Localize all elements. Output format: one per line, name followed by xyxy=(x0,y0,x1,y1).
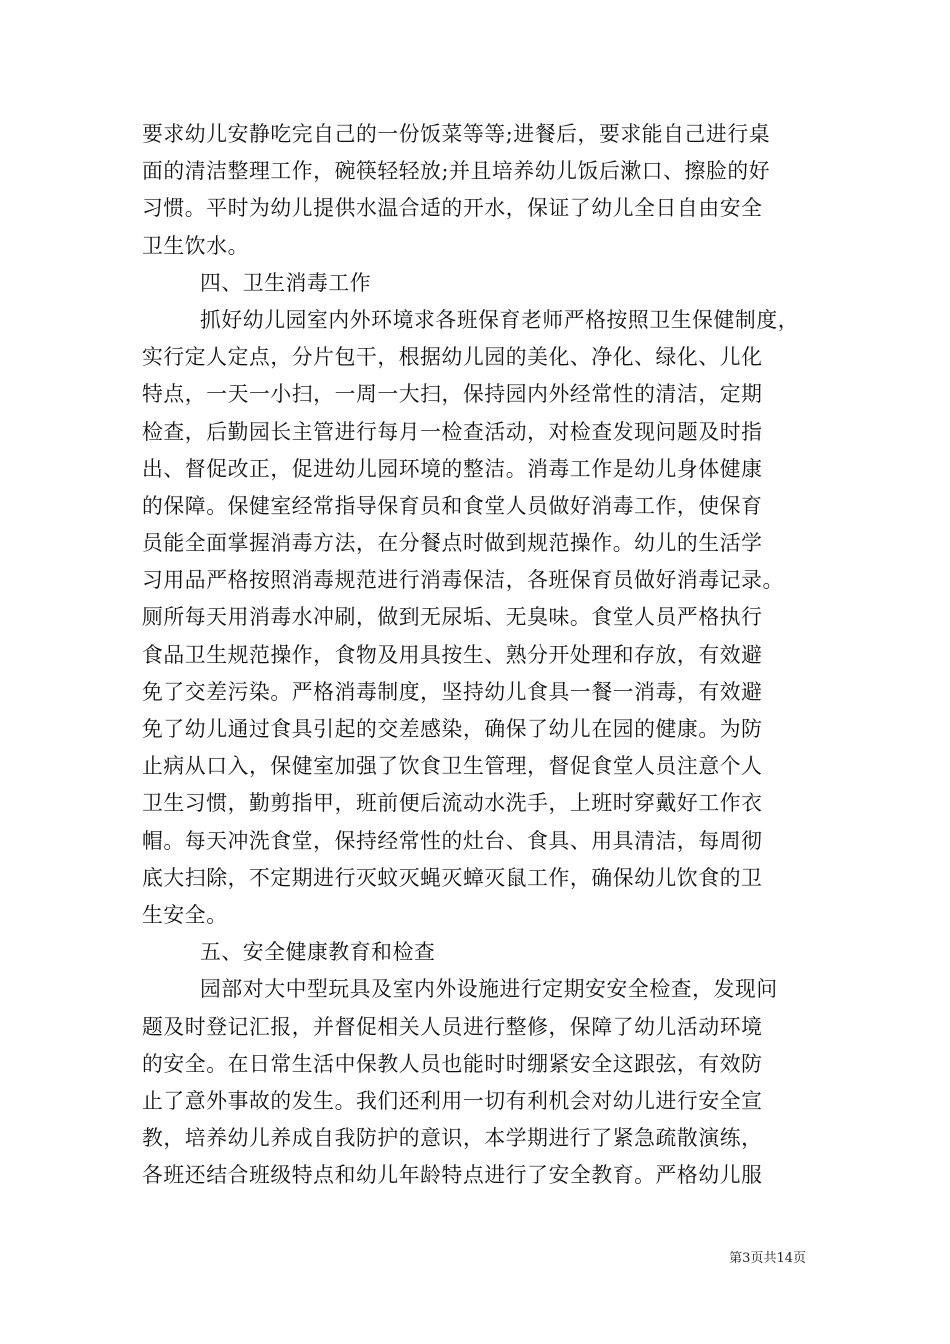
text-line: 的安全。在日常生活中保教人员也能时时绷紧安全这跟弦，有效防 xyxy=(142,1051,763,1076)
text-line: 卫生习惯，勤剪指甲，班前便后流动水洗手，上班时穿戴好工作衣 xyxy=(142,791,763,816)
text-line: 生安全。 xyxy=(142,902,228,927)
text-line: 题及时登记汇报，并督促相关人员进行整修，保障了幼儿活动环境 xyxy=(142,1014,763,1039)
text-line: 底大扫除，不定期进行灭蚊灭蝇灭蟑灭鼠工作，确保幼儿饮食的卫 xyxy=(142,865,763,890)
text-line: 免了幼儿通过食具引起的交差感染，确保了幼儿在园的健康。为防 xyxy=(142,717,763,741)
text-line: 免了交差污染。严格消毒制度，坚持幼儿食具一餐一消毒，有效避 xyxy=(142,679,763,704)
text-line: 出、督促改正，促进幼儿园环境的整洁。消毒工作是幼儿身体健康 xyxy=(142,456,763,481)
text-line: 止病从口入，保健室加强了饮食卫生管理，督促食堂人员注意个人 xyxy=(142,754,763,779)
text-line: 帽。每天冲洗食堂，保持经常性的灶台、食具、用具清洁，每周彻 xyxy=(142,828,763,853)
text-line: 止了意外事故的发生。我们还利用一切有利机会对幼儿进行安全宣 xyxy=(142,1088,763,1113)
body-text xyxy=(142,116,814,1194)
paragraph-first-line: 园部对大中型玩具及室内外设施进行定期安安全检查，发现问 xyxy=(200,977,778,1002)
paragraph-first-line: 五、安全健康教育和检查 xyxy=(200,940,436,965)
text-line: 员能全面掌握消毒方法，在分餐点时做到规范操作。幼儿的生活学 xyxy=(142,531,763,556)
text-line: 厕所每天用消毒水冲刷，做到无尿垢、无臭味。食堂人员严格执行 xyxy=(142,605,763,630)
text-line: 卫生饮水。 xyxy=(142,233,249,258)
text-line: 要求幼儿安静吃完自己的一份饭菜等等;进餐后，要求能自己进行桌 xyxy=(142,122,771,146)
text-line: 检查，后勤园长主管进行每月一检查活动，对检查发现问题及时指 xyxy=(142,419,763,444)
text-line: 习用品严格按照消毒规范进行消毒保洁，各班保育员做好消毒记录。 xyxy=(142,568,784,593)
text-line: 食品卫生规范操作，食物及用具按生、熟分开处理和存放，有效避 xyxy=(142,642,763,667)
text-line: 教，培养幼儿养成自我防护的意识，本学期进行了紧急疏散演练， xyxy=(142,1126,763,1151)
text-line: 的保障。保健室经常指导保育员和食堂人员做好消毒工作，使保育 xyxy=(142,493,763,518)
text-line: 面的清洁整理工作，碗筷轻轻放;并且培养幼儿饭后漱口、擦脸的好 xyxy=(142,159,771,184)
text-line: 特点，一天一小扫，一周一大扫，保持园内外经常性的清洁，定期 xyxy=(142,382,763,407)
text-line: 各班还结合班级特点和幼儿年龄特点进行了安全教育。严格幼儿服 xyxy=(142,1163,763,1188)
paragraph-first-line: 四、卫生消毒工作 xyxy=(200,270,372,295)
text-line: 习惯。平时为幼儿提供水温合适的开水，保证了幼儿全日自由安全 xyxy=(142,196,763,221)
paragraph-first-line: 抓好幼儿园室内外环境求各班保育老师严格按照卫生保健制度， xyxy=(200,307,800,332)
page-number-footer: 第3页共14页 xyxy=(729,1251,806,1266)
text-line: 实行定人定点，分片包干，根据幼儿园的美化、净化、绿化、儿化 xyxy=(142,345,763,370)
